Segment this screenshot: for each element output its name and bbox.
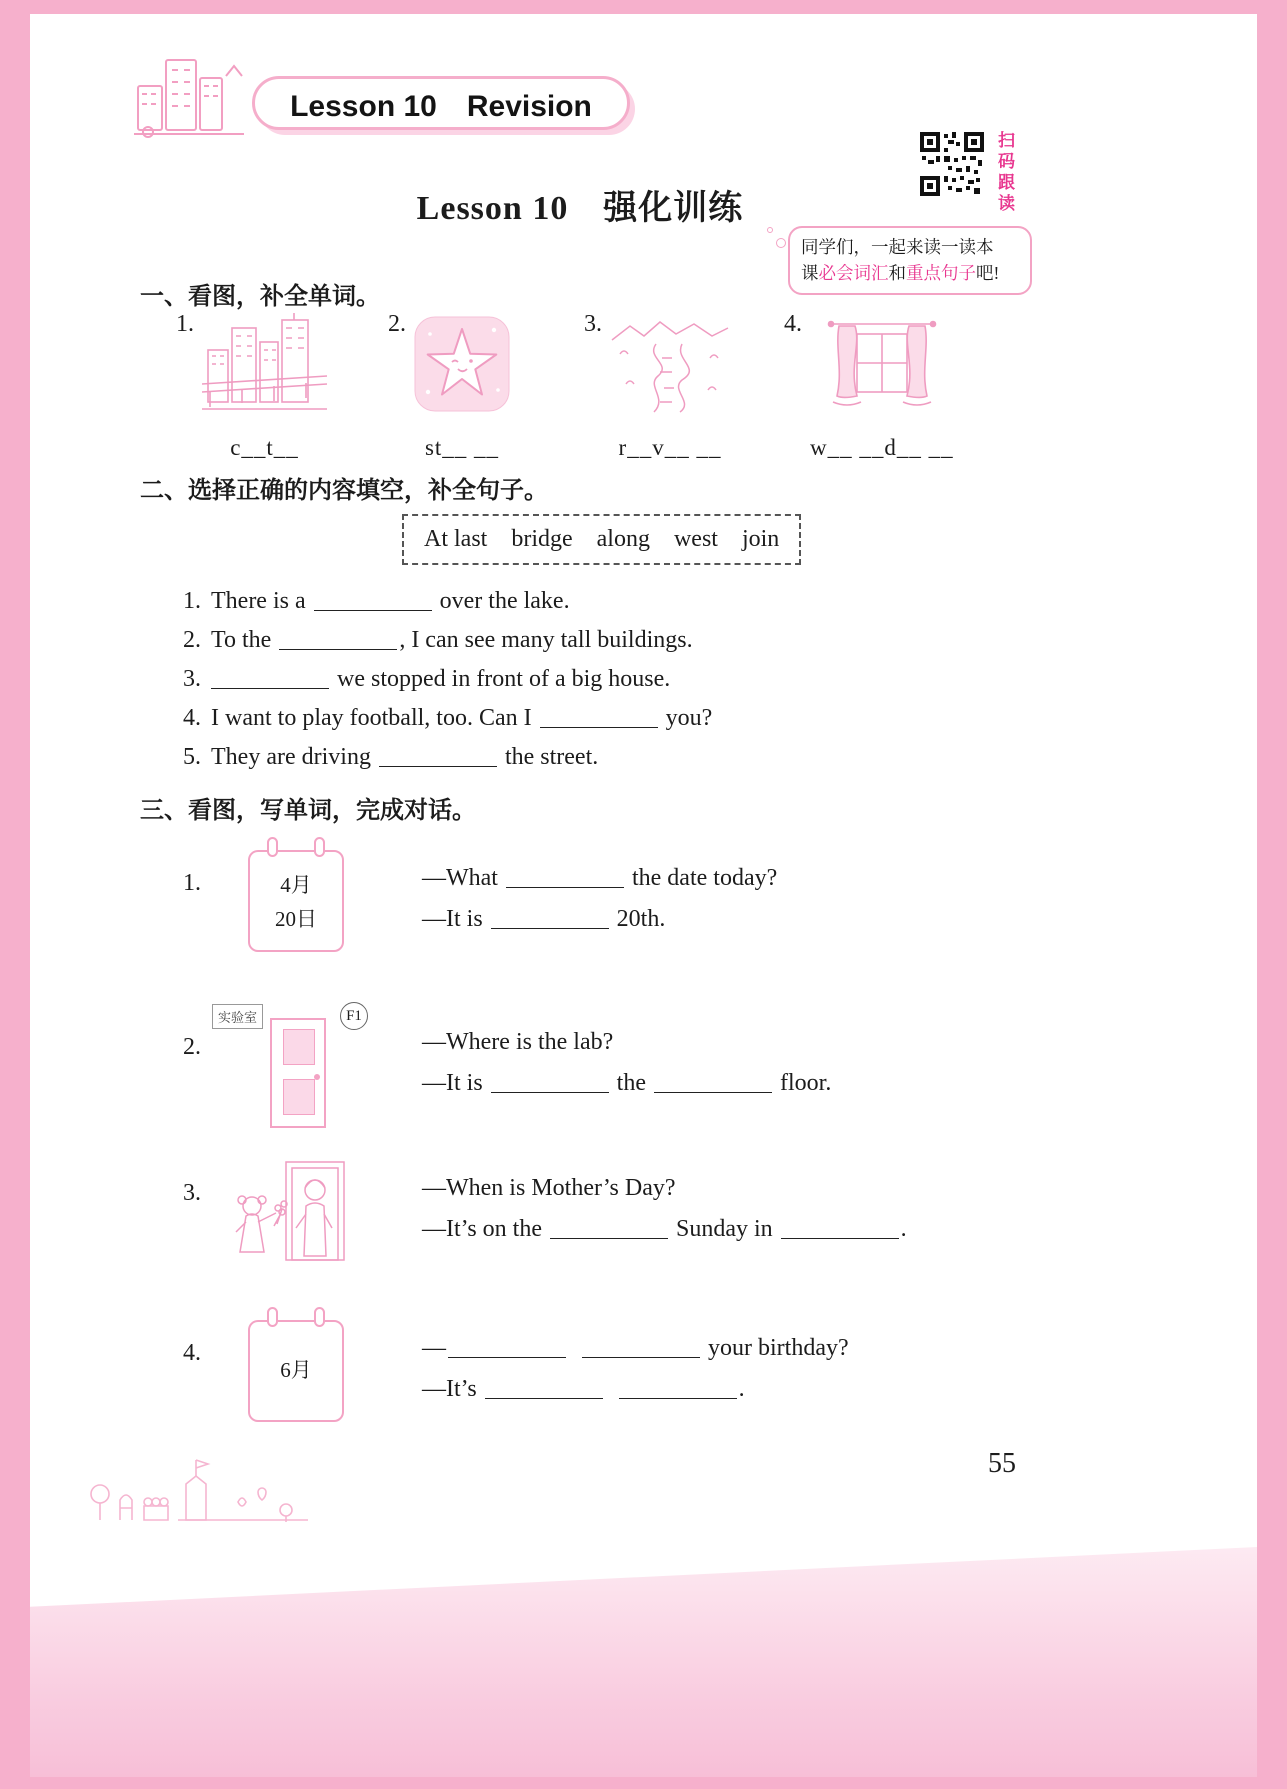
word-blank-star: st__ __	[424, 435, 500, 460]
window-illustration	[827, 314, 937, 414]
lab-sign: 实验室	[212, 1004, 263, 1029]
calendar-ring-icon	[314, 1307, 325, 1327]
answer-blank	[781, 1215, 899, 1239]
bubble-dot	[767, 227, 773, 233]
exercise3-item-1	[0, 846, 1287, 1011]
mothers-day-illustration	[222, 1156, 352, 1264]
word-blank-city: c__t__	[230, 435, 299, 460]
answer-blank	[485, 1375, 603, 1399]
item-number: 1.	[183, 870, 201, 896]
dialogue-answer: —It’s on the Sunday in .	[422, 1216, 907, 1242]
answer-blank	[540, 704, 658, 728]
dialogue-1	[422, 862, 777, 944]
word-bank: At last bridge along west join	[402, 514, 801, 565]
item-number: 4.	[784, 311, 802, 337]
answer-blank	[279, 626, 397, 650]
exercise3-item-2	[0, 1007, 1287, 1175]
answer-blank	[654, 1069, 772, 1093]
dialogue-question: —Where is the lab?	[422, 1029, 614, 1055]
answer-blank	[314, 587, 432, 611]
tip-line-1: 同学们，一起来读一读本	[801, 237, 994, 257]
dialogue-answer: —It’s .	[422, 1376, 745, 1402]
buildings-icon	[130, 48, 250, 140]
exercise2-heading: 二、选择正确的内容填空，补全句子。	[140, 478, 548, 504]
dialogue-answer: —It is the floor.	[422, 1070, 832, 1096]
qr-scan-label: 扫码跟读	[995, 131, 1014, 215]
star-illustration	[414, 316, 510, 412]
dialogue-2	[422, 1026, 831, 1108]
footer-doodles	[86, 1444, 366, 1529]
calendar-ring-icon	[267, 837, 278, 857]
dialogue-answer: —It is 20th.	[422, 906, 666, 932]
answer-blank	[619, 1375, 737, 1399]
item-number: 4.	[183, 1340, 201, 1366]
exercise1-item-window	[784, 305, 954, 461]
bottom-pink-band	[30, 1547, 1257, 1777]
calendar-illustration	[248, 1320, 344, 1422]
calendar-ring-icon	[267, 1307, 278, 1327]
highlight-words: 必会词汇	[818, 263, 889, 284]
tip-bubble	[788, 226, 1032, 295]
sentence-3: 3. we stopped in front of a big house.	[183, 666, 671, 692]
exercise2-sentences	[183, 586, 712, 781]
answer-blank	[491, 905, 609, 929]
dialogue-question: — your birthday?	[422, 1335, 849, 1361]
river-illustration	[610, 314, 730, 414]
word-blank-river: r__v__ __	[618, 435, 722, 460]
lesson-header	[252, 76, 630, 130]
calendar-ring-icon	[314, 837, 325, 857]
answer-blank	[550, 1215, 668, 1239]
sentence-1: 1. There is a over the lake.	[183, 588, 570, 614]
sentence-4: 4. I want to play football, too. Can I you?	[183, 705, 713, 731]
sentence-2: 2. To the , I can see many tall buildings.	[183, 627, 693, 653]
page-number: 55	[988, 1448, 1016, 1479]
exercise1-heading: 一、看图，补全单词。	[140, 284, 380, 310]
answer-blank	[506, 864, 624, 888]
answer-blank	[211, 665, 329, 689]
item-number: 3.	[183, 1180, 201, 1206]
item-number: 2.	[388, 311, 406, 337]
door-panel	[283, 1029, 315, 1065]
dialogue-4	[422, 1332, 849, 1414]
floor-badge: F1	[340, 1002, 368, 1030]
calendar-illustration	[248, 850, 344, 952]
answer-blank	[448, 1334, 566, 1358]
door-illustration	[218, 1007, 362, 1128]
answer-blank	[379, 743, 497, 767]
item-number: 1.	[176, 311, 194, 337]
page-border-top	[0, 0, 1287, 14]
item-number: 2.	[183, 1034, 201, 1060]
exercise1-item-river	[584, 305, 730, 461]
calendar-month: 6月	[280, 1358, 312, 1382]
dialogue-question: —When is Mother’s Day?	[422, 1175, 676, 1201]
door-knob-icon	[314, 1074, 320, 1080]
exercise1-item-city	[176, 305, 327, 461]
door-panel	[283, 1079, 315, 1115]
dialogue-3	[422, 1172, 907, 1254]
answer-blank	[582, 1334, 700, 1358]
calendar-month: 4月	[280, 873, 312, 897]
city-illustration	[202, 312, 327, 417]
tip-line-2: 课必会词汇和重点句子吧!	[801, 263, 1000, 284]
item-number: 3.	[584, 311, 602, 337]
bubble-dot	[776, 238, 786, 248]
exercise1-item-star	[388, 305, 510, 461]
answer-blank	[491, 1069, 609, 1093]
exercise3-item-3	[0, 1156, 1287, 1321]
dialogue-question: —What the date today?	[422, 865, 778, 891]
page-border-bottom	[0, 1777, 1287, 1789]
exercise3-heading: 三、看图，写单词，完成对话。	[140, 798, 476, 824]
page-title: Lesson 10 强化训练	[416, 190, 744, 227]
sentence-5: 5. They are driving the street.	[183, 744, 599, 770]
lesson-header-label: Lesson 10 Revision	[290, 90, 592, 123]
highlight-sentences: 重点句子	[906, 263, 976, 284]
calendar-day: 20日	[275, 907, 317, 931]
word-blank-window: w__ __d__ __	[810, 435, 954, 460]
